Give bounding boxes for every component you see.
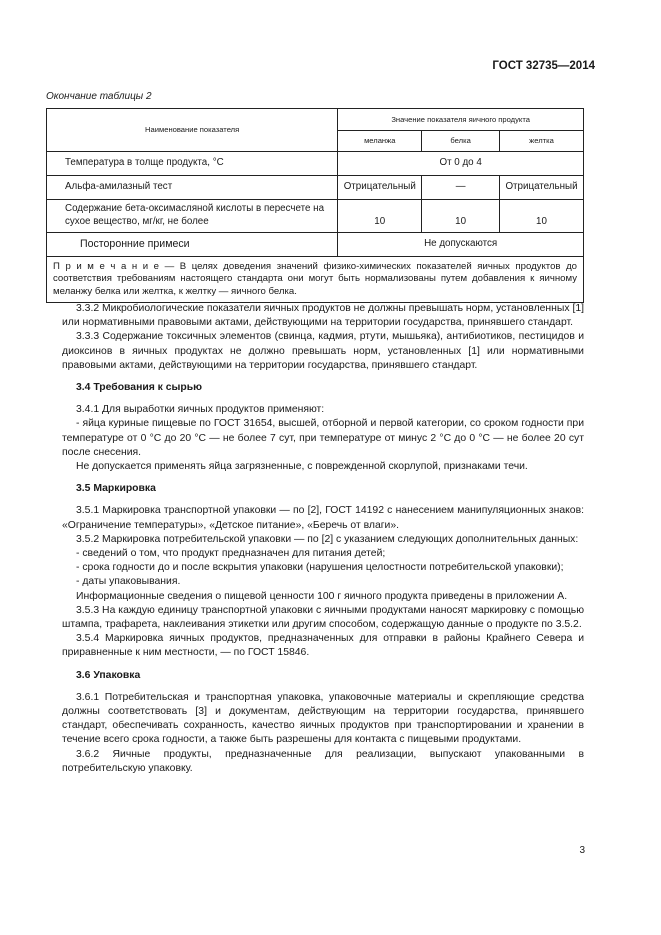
standard-number: ГОСТ 32735—2014 <box>492 60 595 72</box>
col-header-melange: меланжа <box>338 131 422 152</box>
col-header-indicator: Наименование показателя <box>47 109 338 152</box>
row-merged-value: Не допускаются <box>338 233 584 257</box>
paragraph-3-4-1: 3.4.1 Для выработки яичных продуктов применяют: <box>76 404 325 416</box>
row-name: Посторонние примеси <box>47 233 338 257</box>
paragraph-3-5-3: 3.5.3 На каждую единицу транспортной упаковки с яичными продуктами наносят маркировку с помощью штампа, трафарета, наклеивания этикетки или другим способом, содержащую данные о продукте по 3.5.2. <box>62 604 584 631</box>
row-name: Альфа-амилазный тест <box>47 176 338 200</box>
indicators-table <box>46 108 584 303</box>
table-row <box>47 152 584 176</box>
paragraph-3-5-4: 3.5.4 Маркировка яичных продуктов, предназначенных для отправки в районы Крайнего Севера и приравненные к ним местности, — по ГОСТ 15846. <box>62 633 584 659</box>
paragraph-3-4-1-note: Не допускается применять яйца загрязненные, с поврежденной скорлупой, признаками течи. <box>76 461 528 473</box>
row-value: 10 <box>500 200 584 233</box>
heading-3-4: 3.4 Требования к сырью <box>76 382 203 394</box>
paragraph-3-3-2: 3.3.2 Микробиологические показатели яичных продуктов не должны превышать норм, установленных [1] или нормативными правовыми актами, действующими на территории государства, принявшего стандарт. <box>62 303 585 329</box>
paragraph-3-5-2: 3.5.2 Маркировка потребительской упаковки — по [2] с указанием следующих дополнительных данных: <box>76 533 579 545</box>
row-value: Отрицательный <box>500 176 584 200</box>
row-value: — <box>422 176 500 200</box>
col-group-header: Значение показателя яичного продукта <box>338 109 584 131</box>
table-caption: Окончание таблицы 2 <box>46 91 152 102</box>
list-item: - даты упаковывания. <box>76 576 181 588</box>
paragraph-3-6-2: 3.6.2 Яичные продукты, предназначенные для реализации, выпускают упакованными в потребительскую упаковку. <box>62 748 584 774</box>
row-value: 10 <box>422 200 500 233</box>
col-header-yolk: желтка <box>500 131 584 152</box>
paragraph-3-6-1: 3.6.1 Потребительская и транспортная упаковка, упаковочные материалы и скрепляющие средства должны соответствовать [3] и документам, действующим на территории государства, принявшего стандарт, обеспечивать сохранность, качество яичных продуктов при транспортировании и хранении в течение всего срока годности, а также быть разрешены для контакта с пищевыми продуктами. <box>62 691 584 746</box>
document-body <box>62 302 584 776</box>
row-name: Температура в толще продукта, °С <box>47 152 338 176</box>
page-number: 3 <box>579 845 585 856</box>
paragraph-3-3-3: 3.3.3 Содержание токсичных элементов (свинца, кадмия, ртути, мышьяка), антибиотиков, пестицидов и диоксинов в яичных продуктах не должно превышать норм, установленных [1] или нормативными правовыми актами, действующими на территории государства, принявшего стандарт. <box>62 331 584 371</box>
note-text: — В целях доведения значений физико-химических показателей яичных продуктов до соответствия требованиям настоящего стандарта они могут быть нормализованы путем добавления к яичному меланжу белка или желтка, к желтку — яичного белка. <box>53 261 578 297</box>
row-name: Содержание бета-оксимасляной кислоты в пересчете на сухое вещество, мг/кг, не более <box>47 200 338 233</box>
col-header-white: белка <box>422 131 500 152</box>
list-item: - срока годности до и после вскрытия упаковки (нарушения целостности потребительской упаковки); <box>76 562 564 574</box>
row-merged-value: От 0 до 4 <box>338 152 584 176</box>
paragraph-3-5-2-info: Информационные сведения о пищевой ценности 100 г яичного продукта приведены в приложении А. <box>76 590 568 602</box>
table-row <box>47 233 584 257</box>
row-value: 10 <box>338 200 422 233</box>
list-item: - яйца куриные пищевые по ГОСТ 31654, высшей, отборной и первой категории, со сроком годности при температуре от 0 °С до 20 °С — не более 7 сут, при температуре от минус 2 °С до 0 °С — не более 20 сут после снесения. <box>62 418 584 458</box>
table-row <box>47 200 584 233</box>
heading-3-5: 3.5 Маркировка <box>76 483 156 495</box>
table-note <box>47 257 584 303</box>
note-label: П р и м е ч а н и е <box>53 261 160 272</box>
row-value: Отрицательный <box>338 176 422 200</box>
paragraph-3-5-1: 3.5.1 Маркировка транспортной упаковки — по [2], ГОСТ 14192 с нанесением манипуляционных знаков: «Ограничение температуры», «Детское питание», «Беречь от влаги». <box>62 505 584 531</box>
list-item: - сведений о том, что продукт предназначен для питания детей; <box>76 548 386 560</box>
heading-3-6: 3.6 Упаковка <box>76 669 141 681</box>
table-row <box>47 176 584 200</box>
